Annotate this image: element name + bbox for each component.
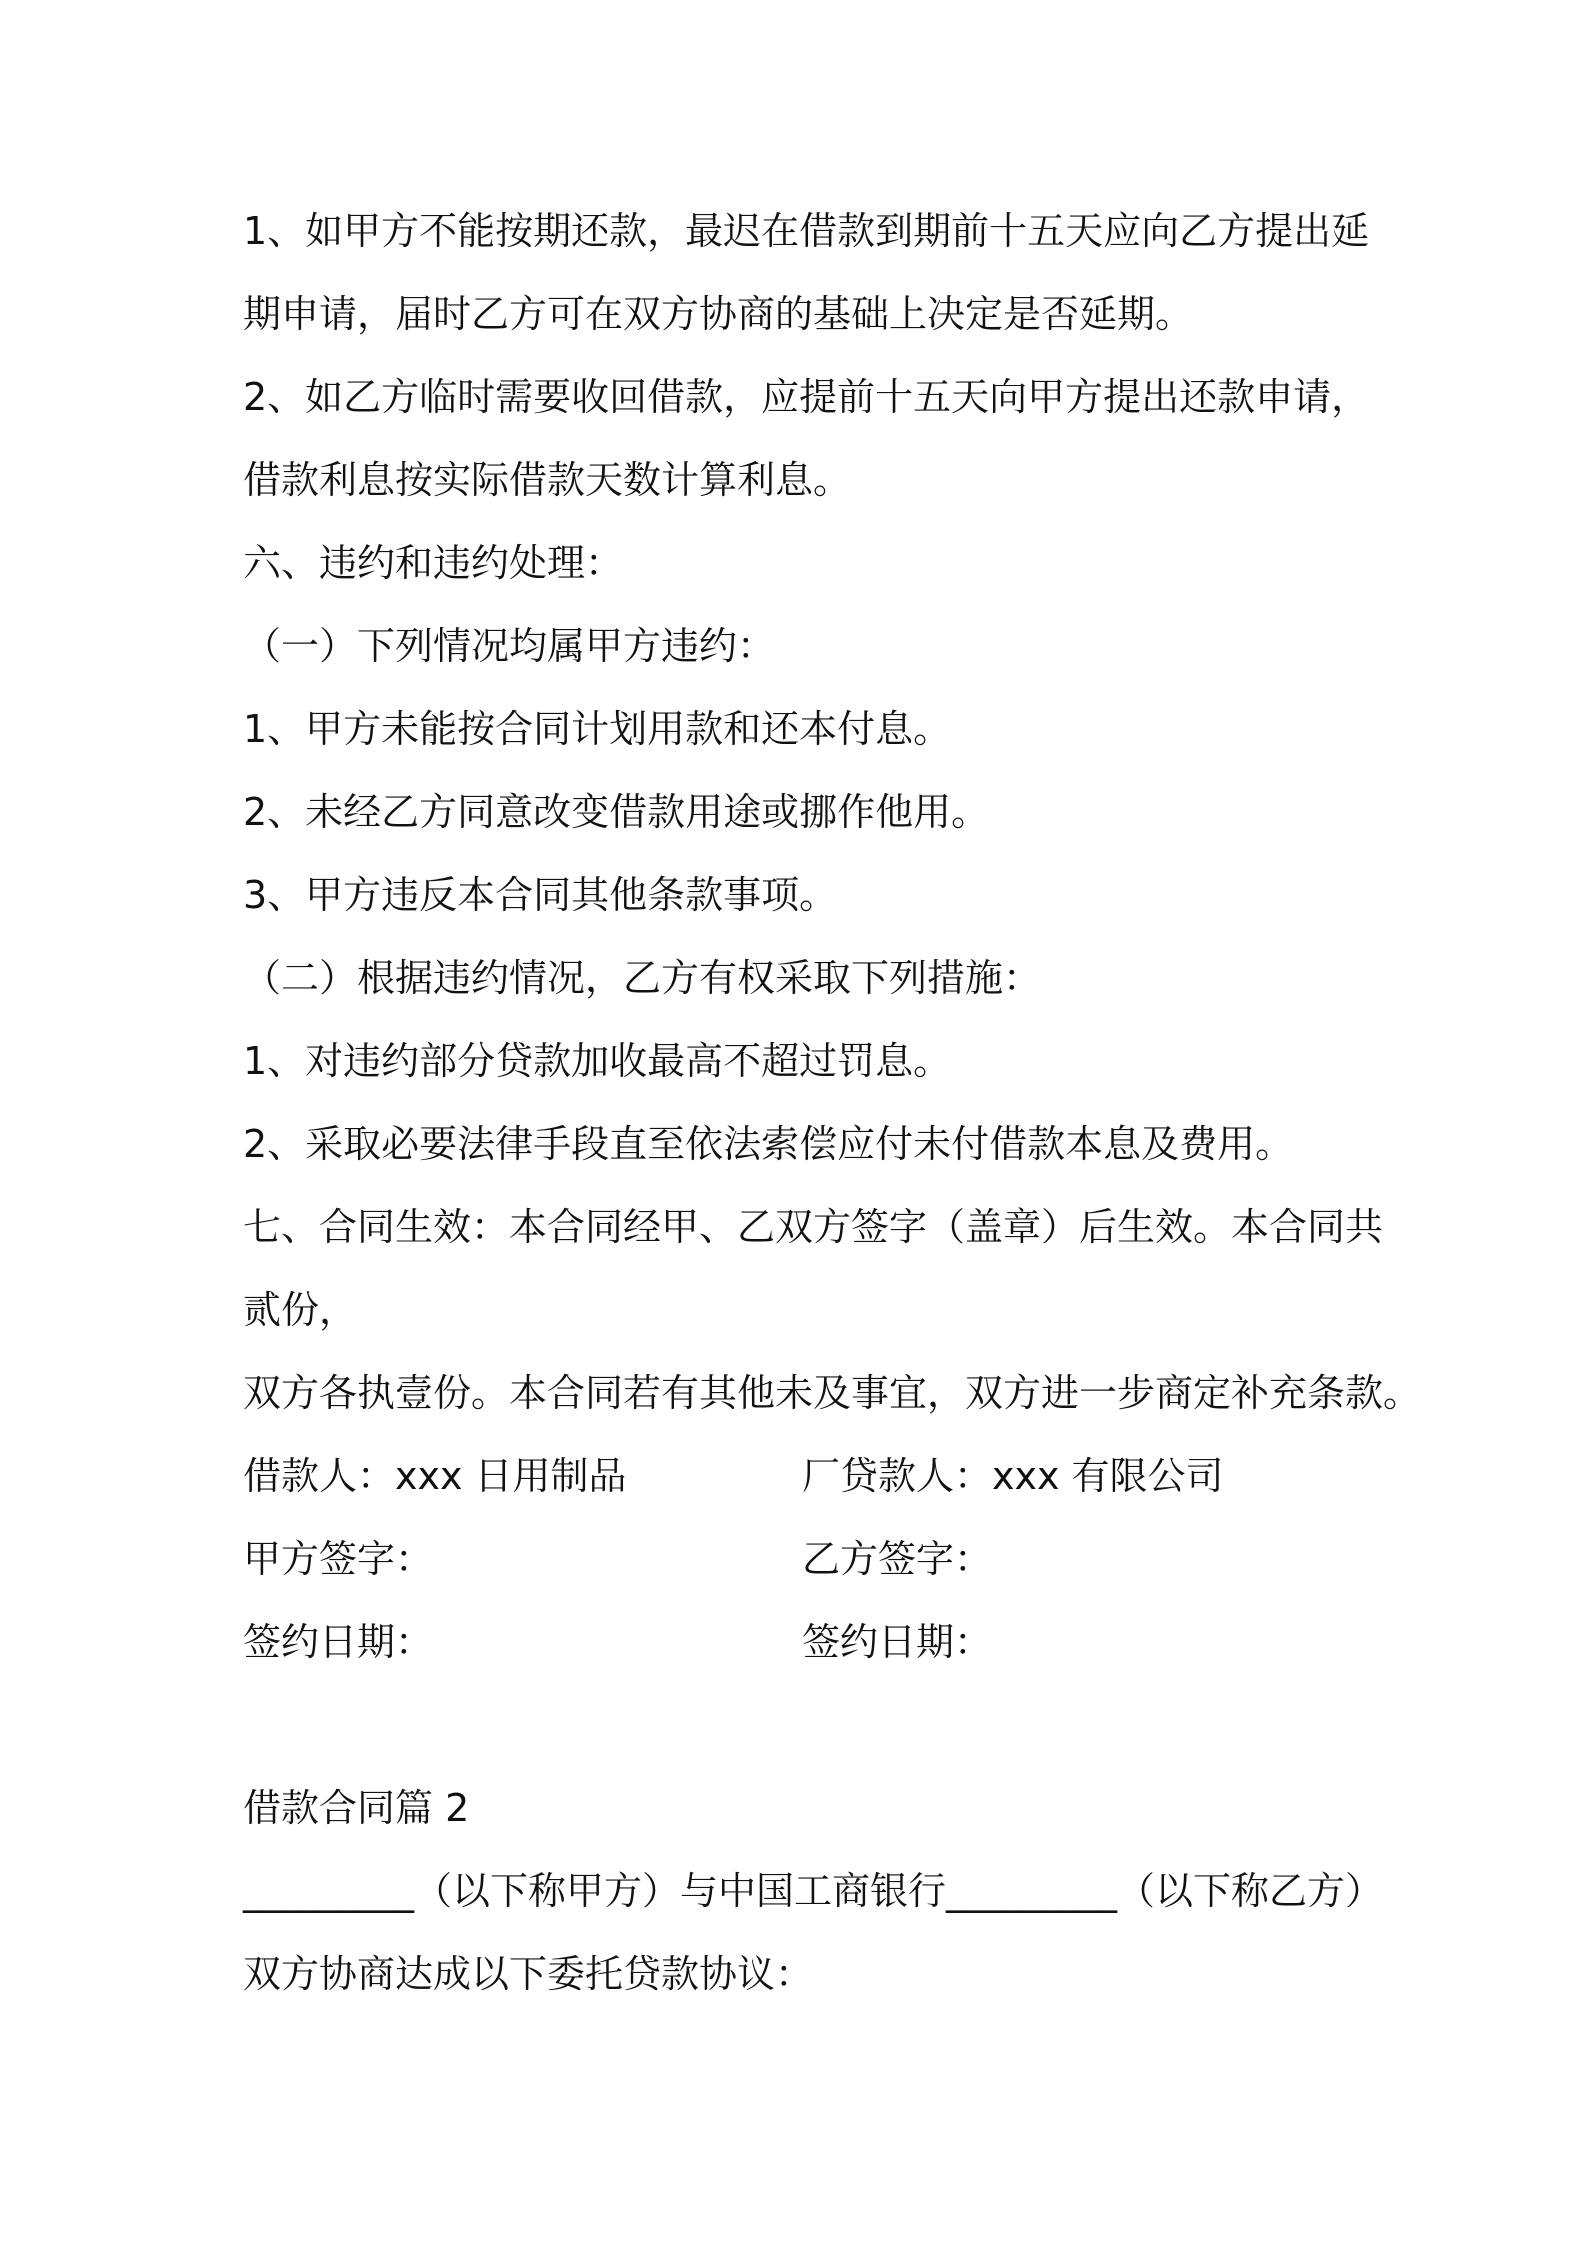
section-two-line-2: 双方协商达成以下委托贷款协议： — [243, 1952, 814, 1996]
subsection-one-heading: （一）下列情况均属甲方违约： — [243, 624, 776, 668]
subsection-two-heading: （二）根据违约情况，乙方有权采取下列措施： — [243, 956, 1042, 1000]
breach-item-1: 1、甲方未能按合同计划用款和还本付息。 — [243, 707, 952, 751]
measure-item-2: 2、采取必要法律手段直至依法索偿应付未付借款本息及费用。 — [243, 1122, 1294, 1166]
section-seven-line-2: 贰份， — [243, 1288, 358, 1332]
party-b-signature: 乙方签字： — [802, 1537, 993, 1581]
clause-1-line-1: 1、如甲方不能按期还款，最迟在借款到期前十五天应向乙方提出延 — [243, 209, 1370, 253]
party-b-date: 签约日期： — [802, 1620, 993, 1664]
section-seven-line-1: 七、合同生效：本合同经甲、乙双方签字（盖章）后生效。本合同共 — [243, 1205, 1384, 1249]
party-a-signature: 甲方签字： — [243, 1537, 434, 1581]
clause-1-line-2: 期申请，届时乙方可在双方协商的基础上决定是否延期。 — [243, 292, 1194, 336]
borrower-label: 借款人：xxx 日用制品 — [243, 1454, 627, 1498]
signature-row-parties — [243, 1450, 1343, 1502]
section-two-line-1: _________（以下称甲方）与中国工商银行_________（以下称乙方） — [243, 1869, 1384, 1913]
lender-label: 厂贷款人：xxx 有限公司 — [802, 1454, 1224, 1498]
signature-row-sign — [243, 1533, 1343, 1585]
measure-item-1: 1、对违约部分贷款加收最高不超过罚息。 — [243, 1039, 952, 1083]
section-two-title: 借款合同篇 2 — [243, 1786, 470, 1830]
clause-2-line-2: 借款利息按实际借款天数计算利息。 — [243, 458, 852, 502]
clause-2-line-1: 2、如乙方临时需要收回借款，应提前十五天向甲方提出还款申请， — [243, 375, 1370, 419]
party-a-date: 签约日期： — [243, 1620, 434, 1664]
section-seven-line-3: 双方各执壹份。本合同若有其他未及事宜，双方进一步商定补充条款。 — [243, 1371, 1422, 1415]
signature-row-date — [243, 1616, 1343, 1668]
section-six-heading: 六、违约和违约处理： — [243, 541, 624, 585]
breach-item-3: 3、甲方违反本合同其他条款事项。 — [243, 873, 838, 917]
breach-item-2: 2、未经乙方同意改变借款用途或挪作他用。 — [243, 790, 990, 834]
